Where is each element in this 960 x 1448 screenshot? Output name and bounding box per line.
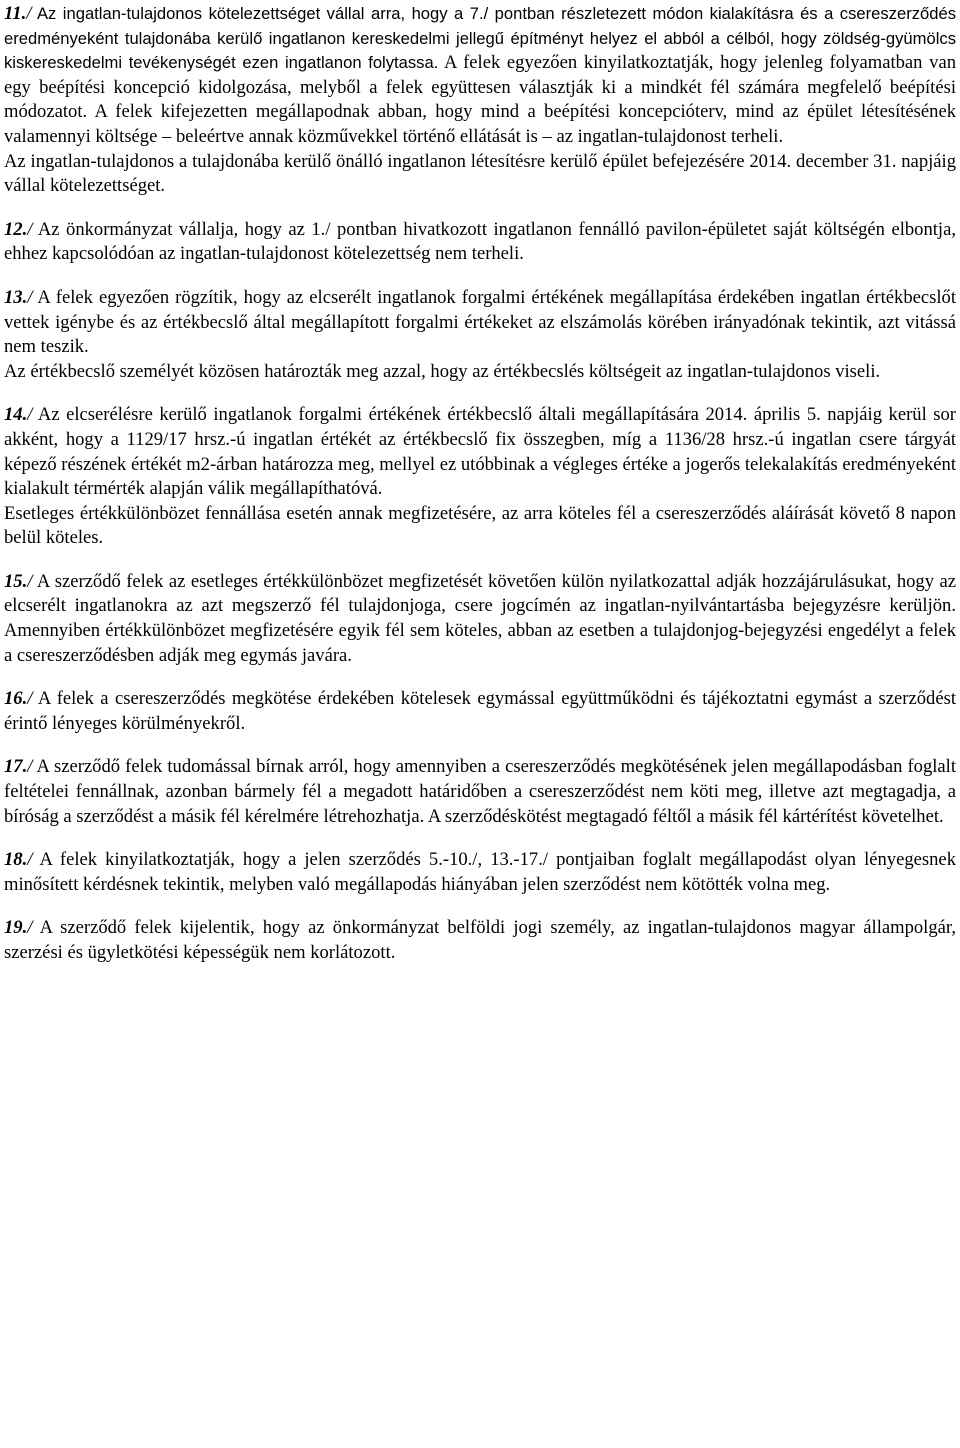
section-slash: / [27,688,33,710]
section-number: 12. [4,218,28,240]
section-slash: / [27,218,33,240]
section-13-extra: Az értékbecslő személyét közösen határozták meg azzal, hogy az értékbecslés költségeit az ingatlan-tulajdonos viseli. [4,360,881,382]
section-16 [4,687,956,736]
section-12 [4,218,956,267]
section-slash: / [27,286,33,308]
section-14 [4,403,956,501]
section-19 [4,916,956,965]
section-text: A felek a csereszerződés megkötése érdekében kötelesek egymással együttműködni és tájékoztatni egymást a szerződést érintő lényeges körülményekről. [4,688,956,734]
section-text: Az önkormányzat vállalja, hogy az 1./ pontban hivatkozott ingatlanon fennálló pavilon-épületet saját költségén elbontja, ehhez kapcsolódóan az ingatlan-tulajdonost kötelezettség nem terheli. [4,218,956,265]
section-text: A szerződő felek tudomással bírnak arról, hogy amennyiben a csereszerződés megkötésének jelen megállapodásban foglalt feltételei fennállnak, azonban bármely fél a megadott határidőben a csereszerződést nem köti meg, illetve azt megtagadja, a bíróság a szerződést a másik fél kérelmére létrehozhatja. A szerződéskötést megtagadó féltől a másik fél kártérítést követelhet. [4,756,956,827]
section-15 [4,570,956,668]
section-number: 19. [4,917,28,939]
section-13 [4,286,956,360]
section-number: 11. [4,3,27,24]
section-18 [4,848,956,897]
section-number: 13. [4,286,28,308]
section-number: 15. [4,570,28,592]
section-text: A felek egyezően rögzítik, hogy az elcserélt ingatlanok forgalmi értékének megállapítása érdekében ingatlan értékbecslőt vettek igénybe és az értékbecslő által megállapított forgalmi értékeket az elszámolás körében irányadónak tekintik, azt vitássá nem teszik. [4,286,956,358]
section-slash: / [27,849,33,871]
section-14-extra: Esetleges értékkülönbözet fennállása esetén annak megfizetésére, az arra köteles fél a csereszerződés aláírását követő 8 napon belül köteles. [4,502,956,549]
section-text-sans: Az ingatlan-tulajdonos kötelezettséget vállal arra, hogy a 7./ pontban részletezett módon kialakításra és a csereszerződés eredményeként tulajdonába kerülő ingatlanon kereskedelmi jellegű építményt helyez el abból a célból, hogy zöldség-gyümölcs kiskereskedelmi tevékenységét ezen ingatlanon folytassa. [4,4,956,73]
section-text: A szerződő felek az esetleges értékkülönbözet megfizetését követően külön nyilatkozattal adják hozzájárulásukat, hogy az elcserélt ingatlanokra az azt megszerző fél tulajdonjoga, csere jogcímén az ingatlan-nyilvántartásba bejegyzésre kerüljön. Amennyiben értékkülönbözet megfizetésére egyik fél sem köteles, abban az esetben a tulajdonjog-bejegyzési engedélyt a felek a csereszerződésben adják meg egymás javára. [4,570,956,666]
section-slash: / [27,756,33,778]
section-slash: / [26,3,32,24]
section-number: 18. [4,849,28,871]
section-text: A szerződő felek kijelentik, hogy az önkormányzat belföldi jogi személy, az ingatlan-tulajdonos magyar állampolgár, szerzési és ügyletkötési képességük nem korlátozott. [4,917,956,963]
section-number: 16. [4,688,28,710]
section-11 [4,2,956,150]
section-slash: / [27,570,33,592]
document-page [4,2,956,966]
section-text: A felek kinyilatkoztatják, hogy a jelen szerződés 5.-10./, 13.-17./ pontjaiban foglalt megállapodást olyan lényegesnek minősített kérdésnek tekintik, melyben való megállapodás hiányában jelen szerződést nem kötötték volna meg. [4,849,956,895]
section-text: A felek egyezően kinyilatkoztatják, hogy jelenleg folyamatban van egy beépítési koncepció kidolgozása, melyből a felek együttesen választják ki a mindkét fél számára megfelelő beépítési módozatot. A felek kifejezetten megállapodnak abban, hogy mind a beépítési koncepcióterv, mind az épület létesítésének valamennyi költsége – beleértve annak közművekkel történő ellátását is – az ingatlan-tulajdonost terheli. [4,52,957,147]
section-17 [4,755,956,829]
section-number: 17. [4,756,28,778]
section-slash: / [27,917,33,939]
section-number: 14. [4,404,28,426]
section-slash: / [27,404,33,426]
section-text: Az elcserélésre kerülő ingatlanok forgalmi értékének értékbecslő általi megállapítására 2014. április 5. napjáig kerül sor akként, hogy a 1129/17 hrsz.-ú ingatlan értékét az értékbecslő fix összegben, míg a 1136/28 hrsz.-ú ingatlan csere tárgyát képező részének értékét m2-árban határozza meg, mellyel ez utóbbinak a végleges értéke a jogerős telekalakítás eredményeként kialakult térmérték alapján válik megállapíthatóvá. [4,404,956,500]
section-11-extra: Az ingatlan-tulajdonos a tulajdonába kerülő önálló ingatlanon létesítésre kerülő épület befejezésére 2014. december 31. napjáig vállal kötelezettséget. [4,150,956,197]
